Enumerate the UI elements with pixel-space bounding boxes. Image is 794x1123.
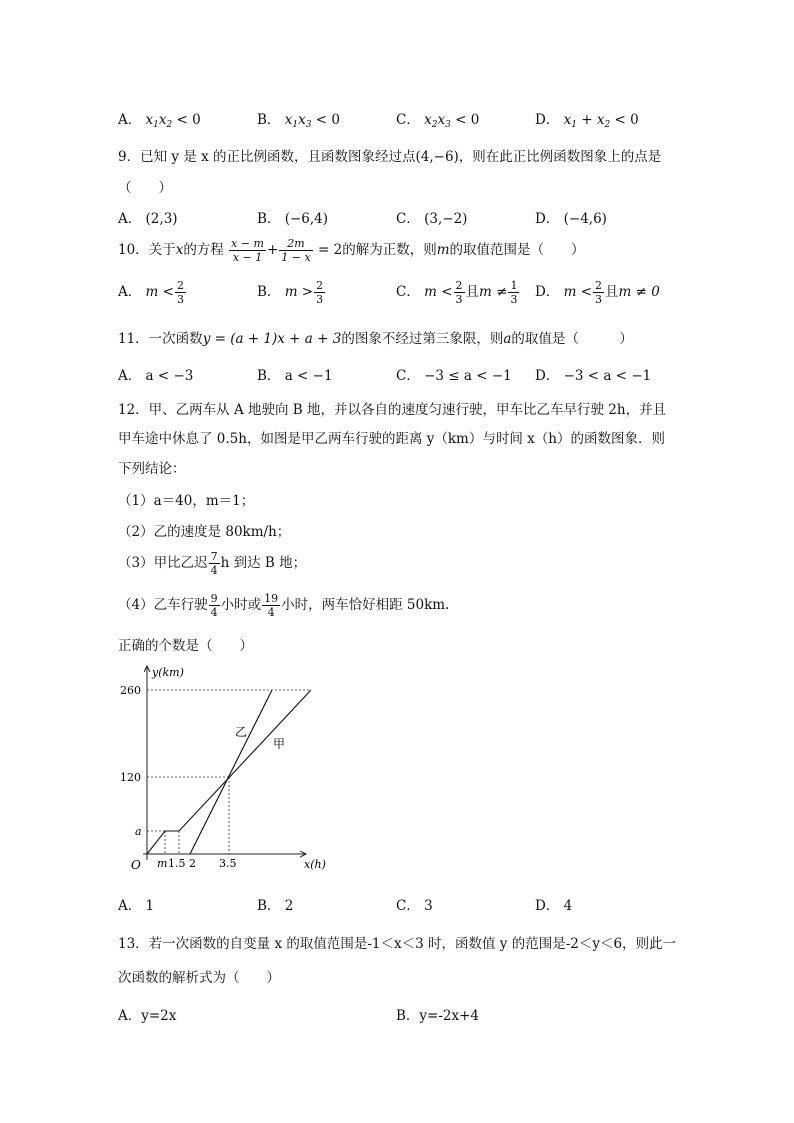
y-axis-label: y(km) [152,666,184,679]
q10-option-a: A． m < $\frac{2}{3}$ [118,279,184,306]
q9-option-c: C． (3,−2) [396,211,468,227]
q12-option-b: B． 2 [257,898,294,914]
y-tick-260: 260 [120,684,141,697]
q12-option-d: D． 4 [535,898,573,914]
q9-option-a: A． (2,3) [118,211,178,227]
q10-option-b: B． m > $\frac{2}{3}$ [257,279,324,306]
x-tick-1.5: 1.5 [168,857,186,870]
q12-line-2: 甲车途中休息了 0.5h，如图是甲乙两车行驶的距离 y（km）与时间 x（h）的函数图象．则 [118,431,665,447]
q12-option-a: A． 1 [118,898,155,914]
origin-label: O [131,858,141,872]
x-tick-m: m [157,857,168,870]
q9-paren: （ ） [118,180,172,196]
q9-stem: 9．已知 y 是 x 的正比例函数，且函数图象经过点(4,−6)，则在此正比例函数图象上的点是 [118,149,662,165]
q13-option-a: A．y=2x [118,1008,177,1024]
q11-option-c: C． −3 ≤ a < −1 [396,368,512,384]
q10-option-d: D． m < $\frac{2}{3}$ 且m ≠ 0 [535,279,660,306]
y-tick-a: a [135,825,142,838]
q13-line-1: 13．若一次函数的自变量 x 的取值范围是-1＜x＜3 时，函数值 y 的范围是-2＜y＜6，则此一 [118,936,677,952]
q12-line-3: 下列结论： [118,461,186,477]
label-yi: 乙 [235,725,248,739]
q11-option-b: B． a < −1 [257,368,333,384]
q12-ask: 正确的个数是（ ） [118,638,253,654]
q12-conclusion-2: （2）乙的速度是 80km/h； [118,524,291,540]
q8-option-b: B． $x_1x_3 < 0$ [257,112,340,130]
q13-option-b: B．y=-2x+4 [396,1008,480,1024]
q11-stem: 11．一次函数y = (a + 1)x + a + 3的图象不经过第三象限，则a的取值是（ ） [118,331,633,347]
x-tick-3.5: 3.5 [219,857,237,870]
q12-conclusion-1: （1）a＝40，m＝1； [118,493,255,509]
q12-option-c: C． 3 [396,898,433,914]
x-tick-2: 2 [189,857,196,870]
x-axis-label: x(h) [304,858,326,871]
q11-option-d: D． −3 < a < −1 [535,368,652,384]
q8-option-a: A． $x_1x_2 < 0$ [118,112,201,130]
q12-graph [118,660,338,885]
q10-option-c: C． m < $\frac{2}{3}$ 且m ≠ $\frac{1}{3}$ [396,279,518,306]
q8-option-d: D． $x_1 + x_2 < 0$ [535,112,639,130]
q12-conclusion-3: （3）甲比乙迟 $\frac{7}{4}$ h 到达 B 地； [118,550,307,577]
q11-option-a: A． a < −3 [118,368,194,384]
q10-stem: 10．关于x的方程 $\frac{x - m}{x - 1}$ + $\frac{2m}{1 - x}$ = 2的解为正数，则m的取值范围是（ ） [118,237,585,264]
q10-fraction-1: $\frac{x - m}{x - 1}$ [231,237,264,264]
q9-option-b: B． (−6,4) [257,211,329,227]
label-jia: 甲 [273,737,286,751]
q8-option-c: C． $x_2x_3 < 0$ [396,112,480,130]
q13-line-2: 次函数的解析式为（ ） [118,970,280,986]
q9-option-d: D． (−4,6) [535,211,607,227]
q12-line-1: 12．甲、乙两车从 A 地驶向 B 地，并以各自的速度匀速行驶，甲车比乙车早行驶 2h，并且 [118,402,667,418]
q12-conclusion-4: （4）乙车行驶 $\frac{9}{4}$ 小时或 $\frac{19}{4}$ 小时，两车恰好相距 50km. [118,592,450,619]
q10-fraction-2: $\frac{2m}{1 - x}$ [281,237,311,264]
y-tick-120: 120 [120,771,141,784]
line-yi [190,690,272,854]
